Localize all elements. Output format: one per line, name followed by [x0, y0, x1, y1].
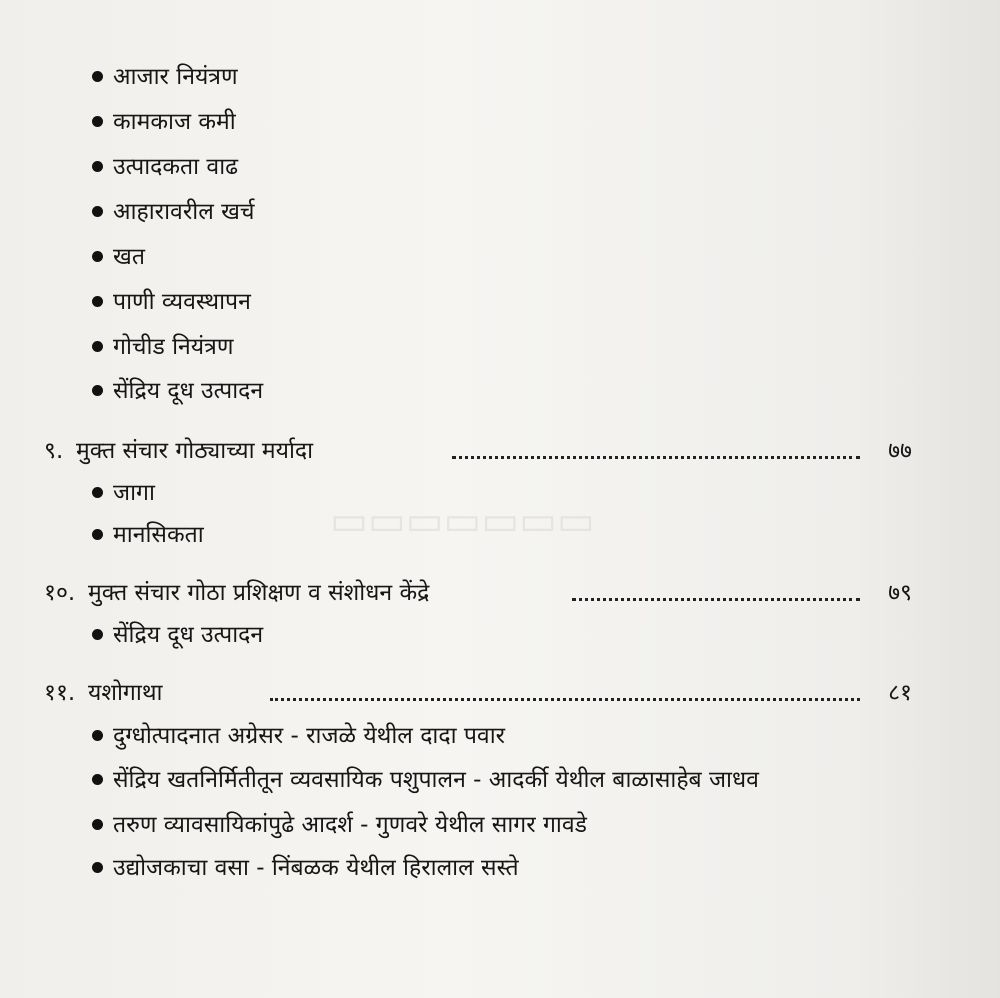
leader-dots — [270, 698, 860, 701]
bullet-icon — [92, 161, 103, 172]
section-number: ११. — [44, 680, 76, 706]
page-number: ८१ — [888, 680, 912, 706]
bullet-icon — [92, 71, 103, 82]
section-title: मुक्त संचार गोठा प्रशिक्षण व संशोधन केंद्रे — [88, 580, 430, 606]
list-item: दुग्धोत्पादनात अग्रेसर - राजळे येथील दादा पवार — [92, 721, 505, 751]
bullet-icon — [92, 774, 103, 785]
bullet-icon — [92, 487, 103, 498]
page-number: ७९ — [888, 580, 912, 606]
list-item: आजार नियंत्रण — [92, 62, 238, 92]
bullet-icon — [92, 529, 103, 540]
bullet-icon — [92, 730, 103, 741]
toc-entry-9[interactable] — [44, 436, 912, 466]
section-number: ९. — [44, 438, 64, 464]
list-item: सेंद्रिय खतनिर्मितीतून व्यवसायिक पशुपालन - आदर्की येथील बाळासाहेब जाधव — [92, 765, 759, 795]
list-item: कामकाज कमी — [92, 107, 236, 137]
show-through-shadow: ▭▭▭▭▭▭▭ — [330, 498, 595, 544]
list-item: मानसिकता — [92, 520, 204, 550]
bullet-icon — [92, 629, 103, 640]
list-item: पाणी व्यवस्थापन — [92, 287, 251, 317]
toc-entry-10[interactable] — [44, 578, 912, 608]
leader-dots — [452, 456, 860, 459]
list-item: सेंद्रिय दूध उत्पादन — [92, 620, 263, 650]
section-title: मुक्त संचार गोठ्याच्या मर्यादा — [76, 438, 314, 464]
leader-dots — [572, 598, 860, 601]
list-item: जागा — [92, 478, 155, 508]
section-title: यशोगाथा — [88, 680, 163, 706]
bullet-icon — [92, 251, 103, 262]
bullet-icon — [92, 206, 103, 217]
list-item: आहारावरील खर्च — [92, 197, 255, 227]
bullet-icon — [92, 385, 103, 396]
toc-entry-11[interactable] — [44, 678, 912, 708]
list-item: गोचीड नियंत्रण — [92, 332, 233, 362]
list-item: तरुण व्यावसायिकांपुढे आदर्श - गुणवरे येथील सागर गावडे — [92, 810, 587, 840]
bullet-icon — [92, 296, 103, 307]
list-item: सेंद्रिय दूध उत्पादन — [92, 376, 263, 406]
list-item: खत — [92, 242, 145, 272]
bullet-icon — [92, 819, 103, 830]
bullet-icon — [92, 341, 103, 352]
list-item: उद्योजकाचा वसा - निंबळक येथील हिरालाल सस्ते — [92, 853, 519, 883]
section-number: १०. — [44, 580, 76, 606]
list-item: उत्पादकता वाढ — [92, 152, 238, 182]
bullet-icon — [92, 862, 103, 873]
bullet-icon — [92, 116, 103, 127]
page-number: ७७ — [888, 438, 912, 464]
